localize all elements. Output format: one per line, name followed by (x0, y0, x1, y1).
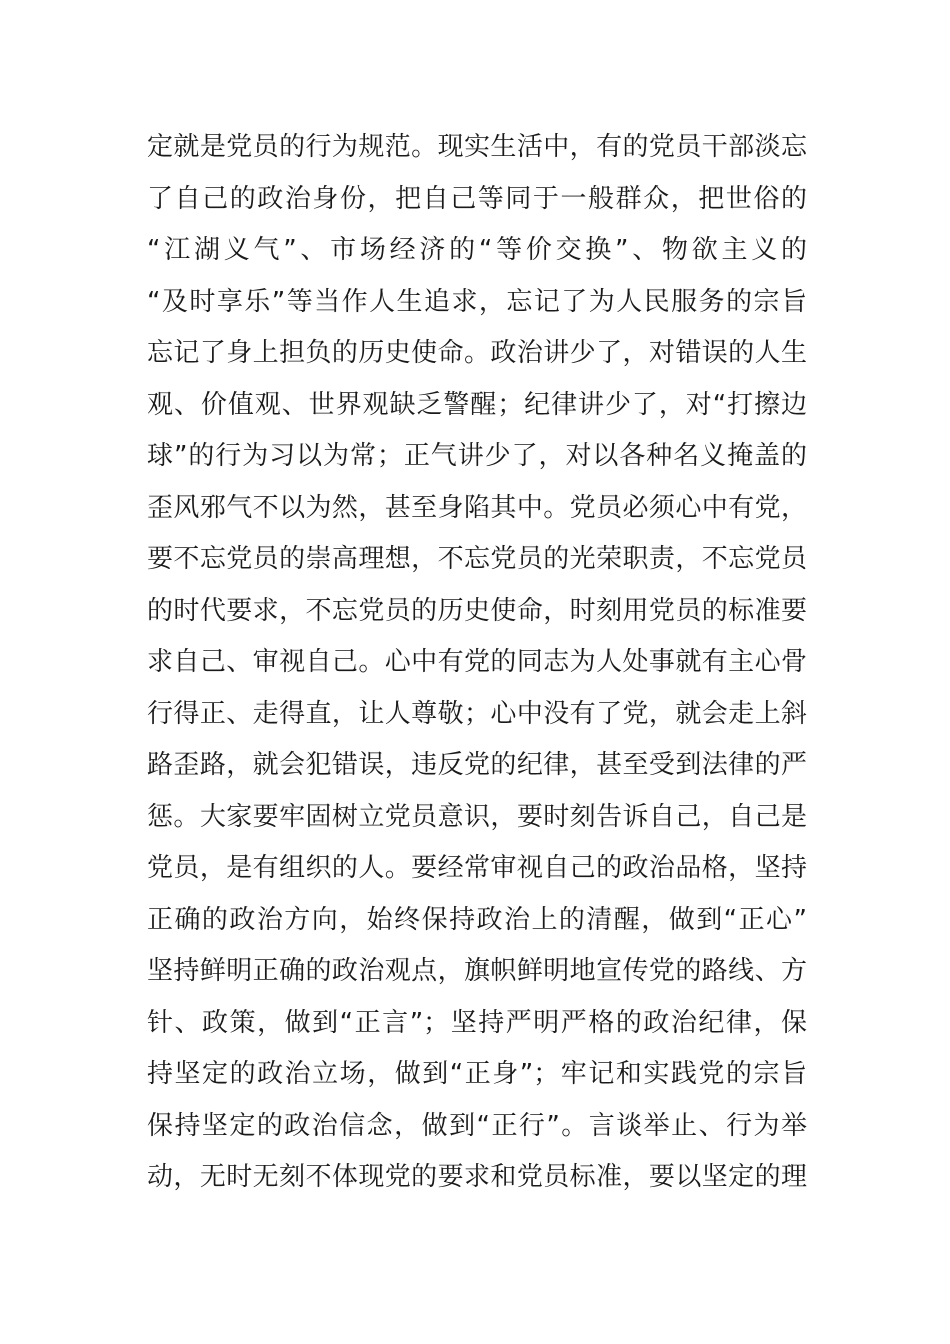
text-line: 的时代要求，不忘党员的历史使命，时刻用党员的标准要 (147, 595, 807, 626)
text-line: 歪风邪气不以为然，甚至身陷其中。党员必须心中有党， (147, 492, 807, 523)
text-line: 路歪路，就会犯错误，违反党的纪律，甚至受到法律的严 (147, 750, 807, 780)
text-line: 针、政策，做到“正言”；坚持严明严格的政治纪律，保 (147, 1007, 807, 1038)
text-line: 坚持鲜明正确的政治观点，旗帜鲜明地宣传党的路线、方 (147, 956, 807, 986)
text-line: 了自己的政治身份，把自己等同于一般群众，把世俗的 (147, 183, 807, 214)
text-line: 惩。大家要牢固树立党员意识，要时刻告诉自己，自己是 (147, 801, 807, 832)
text-line: 行得正、走得直，让人尊敬；心中没有了党，就会走上斜 (147, 698, 807, 729)
text-line: 党员，是有组织的人。要经常审视自己的政治品格，坚持 (147, 853, 807, 883)
text-line: 要不忘党员的崇高理想，不忘党员的光荣职责，不忘党员 (147, 544, 807, 574)
text-line: 观、价值观、世界观缺乏警醒；纪律讲少了，对“打擦边 (147, 389, 807, 420)
text-line: 持坚定的政治立场，做到“正身”；牢记和实践党的宗旨 (147, 1059, 807, 1089)
text-line: 忘记了身上担负的历史使命。政治讲少了，对错误的人生 (147, 338, 807, 368)
text-line: 正确的政治方向，始终保持政治上的清醒，做到“正心” (147, 904, 807, 935)
text-line: 定就是党员的行为规范。现实生活中，有的党员干部淡忘 (147, 132, 807, 162)
text-line: 球”的行为习以为常；正气讲少了，对以各种名义掩盖的 (147, 441, 807, 471)
text-line: 动，无时无刻不体现党的要求和党员标准，要以坚定的理 (147, 1162, 807, 1192)
body-paragraph (147, 122, 807, 1204)
text-line: 保持坚定的政治信念，做到“正行”。言谈举止、行为举 (147, 1110, 807, 1141)
text-line: 求自己、审视自己。心中有党的同志为人处事就有主心骨 (147, 647, 807, 677)
text-line: “江湖义气”、市场经济的“等价交换”、物欲主义的 (147, 235, 807, 265)
text-line: “及时享乐”等当作人生追求，忘记了为人民服务的宗旨 (147, 286, 807, 317)
